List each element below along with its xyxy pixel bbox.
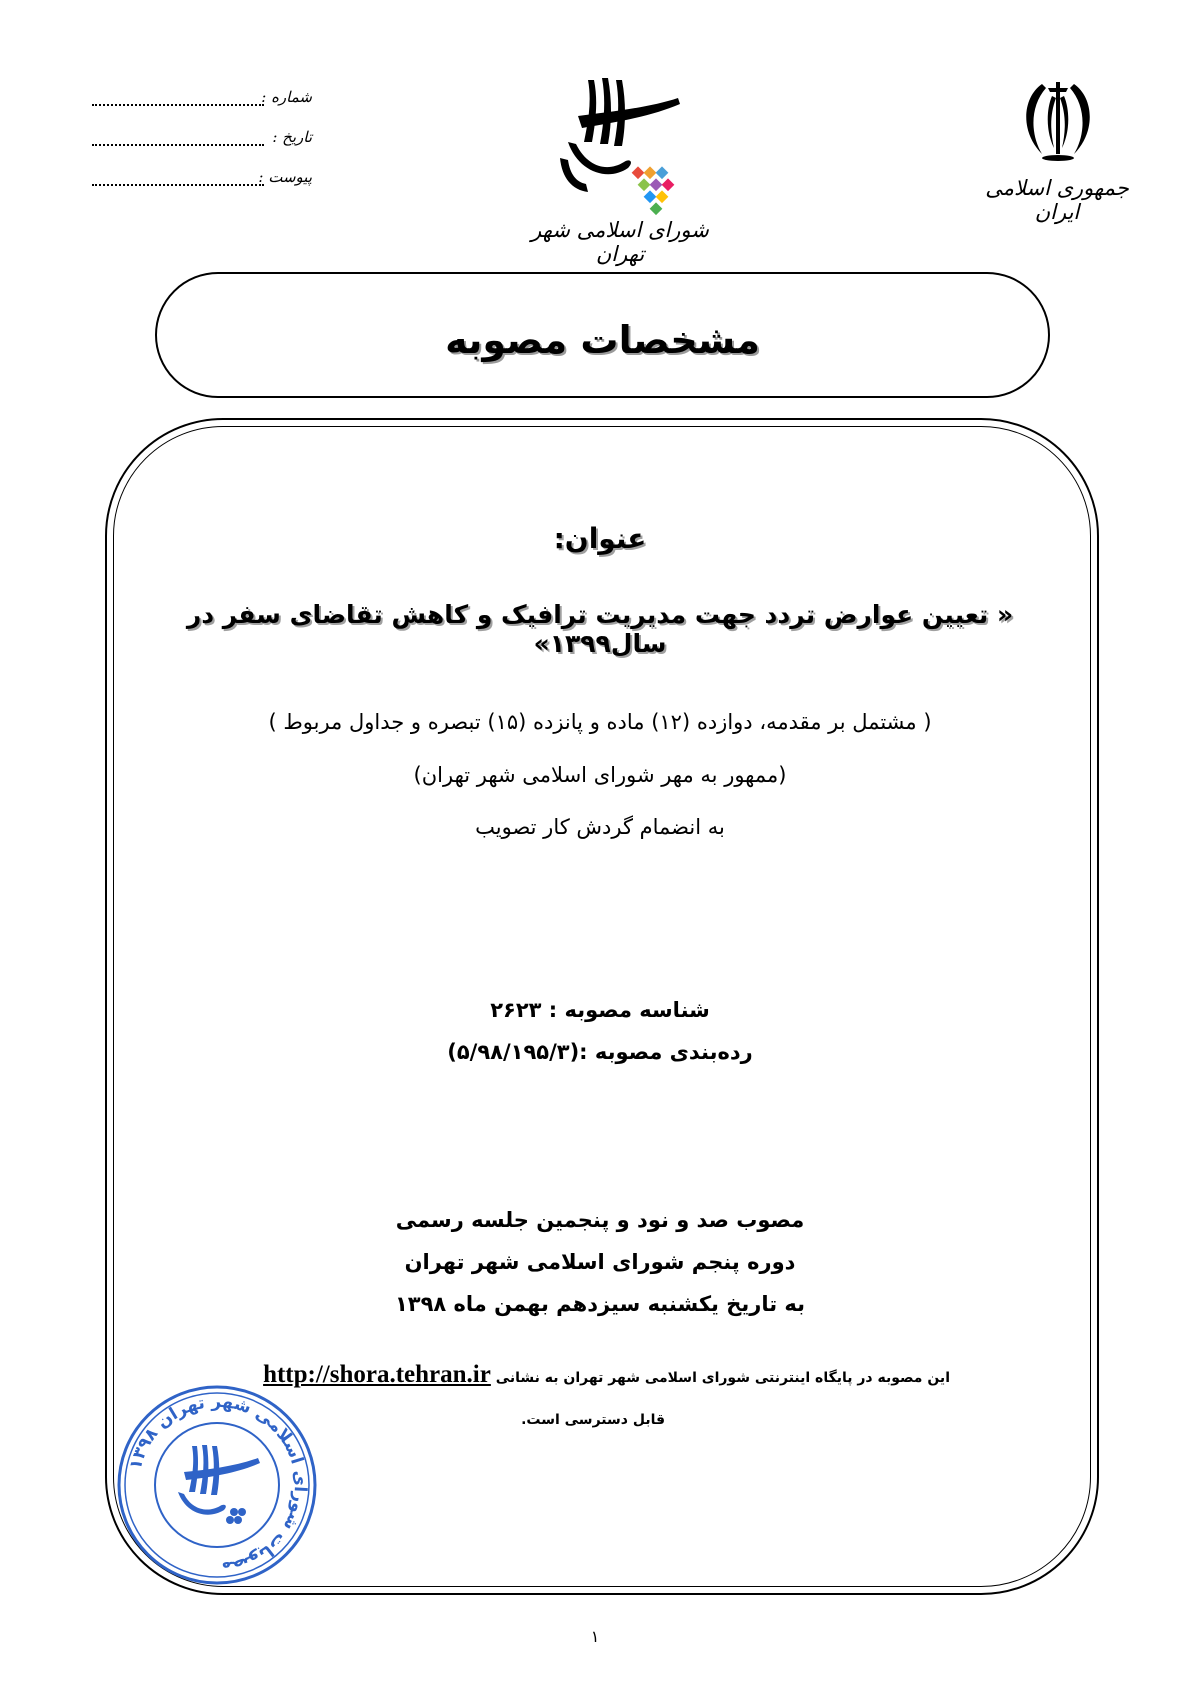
access-prefix: این مصوبه در پایگاه اینترنتی شورای اسلامی شهر تهران به نشانی bbox=[495, 1370, 950, 1386]
stamp-text: مصوبات شورای اسلامی شهر تهران ۱۳۹۸ bbox=[125, 1391, 311, 1578]
title-text: مشخصات مصوبه bbox=[445, 318, 760, 362]
date-label: تاریخ : bbox=[272, 128, 312, 146]
attachment-dots bbox=[92, 184, 264, 186]
number-field bbox=[92, 88, 312, 114]
subject-title: « تعیین عوارض تردد جهت مدیریت ترافیک و کاهش تقاضای سفر در سال۱۳۹۹» bbox=[186, 600, 1014, 658]
attachment-field bbox=[92, 168, 312, 194]
date-dots bbox=[92, 144, 264, 146]
details-line-3: به انضمام گردش کار تصویب bbox=[475, 815, 725, 839]
number-dots bbox=[92, 104, 264, 106]
council-logo-caption: شورای اسلامی شهر تهران bbox=[531, 218, 709, 266]
approval-line-3: به تاریخ یکشنبه سیزدهم بهمن ماه ۱۳۹۸ bbox=[394, 1292, 806, 1316]
resolution-classification: رده‌بندی مصوبه :(۵/۹۸/۱۹۵/۳) bbox=[447, 1040, 753, 1064]
access-note bbox=[260, 1362, 950, 1387]
access-suffix: قابل دسترسی است. bbox=[521, 1412, 665, 1428]
approval-line-1: مصوب صد و نود و پنجمین جلسه رسمی bbox=[395, 1208, 805, 1232]
website-link[interactable]: http://shora.tehran.ir bbox=[263, 1361, 491, 1388]
iran-emblem-icon bbox=[1012, 74, 1104, 166]
details-line-1: ( مشتمل بر مقدمه، دوازده (۱۲) ماده و پانزده (۱۵) تبصره و جداول مربوط ) bbox=[268, 710, 932, 734]
council-logo-icon bbox=[548, 72, 688, 222]
title-box bbox=[155, 272, 1050, 398]
resolution-id: شناسه مصوبه : ۲۶۲۳ bbox=[490, 998, 710, 1022]
date-field bbox=[92, 128, 312, 154]
subject-label: عنوان: bbox=[553, 522, 647, 555]
number-label: شماره : bbox=[261, 88, 312, 106]
page-number: ۱ bbox=[590, 1627, 600, 1646]
attachment-label: پیوست : bbox=[258, 168, 312, 186]
iran-emblem-caption: جمهوری اسلامی ایران bbox=[985, 176, 1129, 224]
details-line-2: (ممهور به مهر شورای اسلامی شهر تهران) bbox=[413, 763, 787, 787]
approval-line-2: دوره پنجم شورای اسلامی شهر تهران bbox=[404, 1250, 796, 1274]
official-stamp-icon bbox=[112, 1380, 322, 1590]
